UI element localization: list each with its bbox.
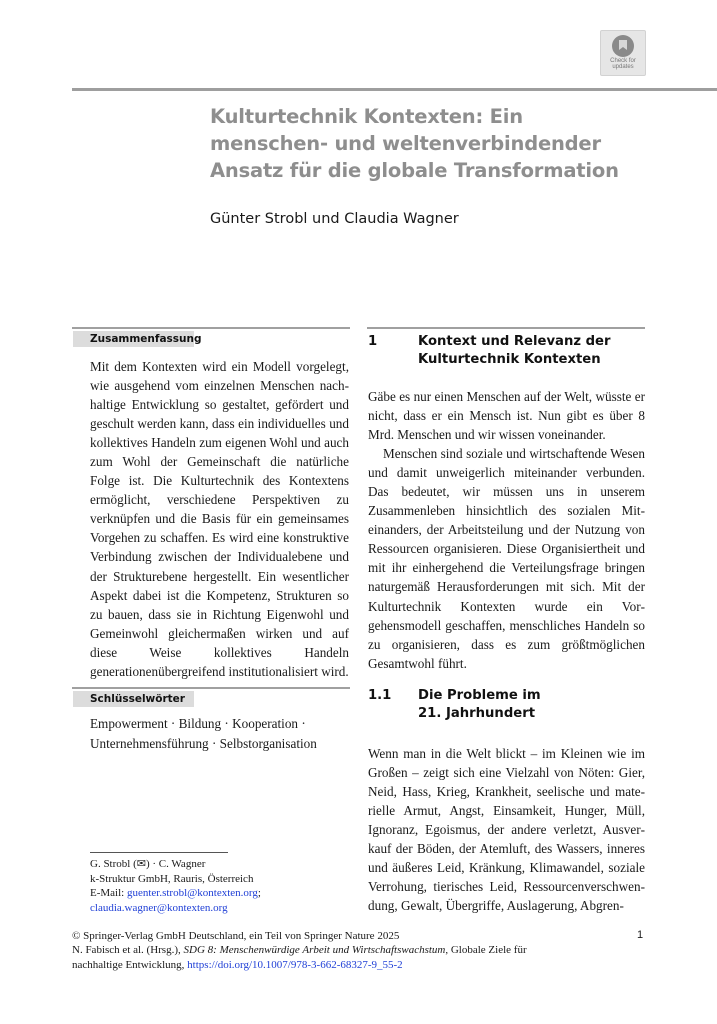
keywords-line: Empowerment · Bildung · Kooperation · (90, 716, 306, 731)
keywords-label: Schlüsselwörter (73, 691, 194, 707)
title-line: Ansatz für die globale Transformation (210, 159, 619, 182)
paragraph: Gäbe es nur einen Menschen auf der Welt, wüsste er nicht, dass er ein Mensch ist. Nun gibt es über 8 Mrd. Menschen und wir wissen voneinander. (368, 389, 645, 443)
affiliation-email: E-Mail: guenter.strobl@kontexten.org; (90, 887, 261, 899)
section-rule (367, 327, 645, 329)
keywords-rule (72, 687, 350, 689)
page-footer: © Springer-Verlag GmbH Deutschland, ein Teil von Springer Nature 2025 N. Fabisch et al. (Hrsg.), SDG 8: Menschenwürdige Arbeit und Wirtschaftswachstum, Globale Ziele für nachhaltige Entwicklung, https://doi.org/10.1007/978-3-662-68327-9_55-2 (72, 929, 652, 972)
title-line: Kulturtechnik Kontexten: Ein (210, 105, 523, 128)
affiliation-authors: G. Strobl (✉) · C. Wagner (90, 858, 206, 870)
check-updates-line2: updates (612, 64, 634, 70)
section-title: Die Probleme im 21. Jahrhundert (418, 688, 541, 721)
email-link-strobl[interactable]: guenter.strobl@kontexten.org (126, 887, 258, 899)
page-number: 1 (637, 929, 644, 941)
author-affiliation (90, 857, 261, 915)
section-1-1-body (368, 744, 645, 915)
section-number: 1.1 (368, 688, 392, 703)
keywords-line: Unternehmensführung · Selbstorganisation (90, 735, 317, 751)
bookmark-badge-icon (612, 35, 634, 57)
check-for-updates-badge[interactable] (600, 30, 646, 76)
mail-icon: ✉ (136, 858, 146, 870)
chapter-title (210, 103, 630, 184)
email-link-wagner[interactable]: claudia.wagner@kontexten.org (90, 901, 228, 914)
header-rule (72, 88, 717, 91)
paragraph: Menschen sind soziale und wirtschaftende Wesen und damit unweigerlich miteinander verbunden. Das bedeutet, wir müssen uns in unserem Zusammenleben hinsichtlich des sozialen Miteinanders, der Arbeitsteilung und der Nutzung von Ressourcen organisieren. Diese Organisiertheit und mit ihr einhergehend die Verteilungsfrage bringen naturgemäß Herausforderungen mit sich. Mit der Kulturtechnik Kontexten wurde ein Vorgehensmodell geschaffen, menschliches Handeln so zu organisieren, dass es zum größtmöglichen Gesamtwohl führt. (368, 446, 645, 671)
keywords-list (90, 714, 350, 753)
copyright: © Springer-Verlag GmbH Deutschland, ein Teil von Springer Nature 2025 (72, 930, 400, 942)
doi-link[interactable]: https://doi.org/10.1007/978-3-662-68327-9_55-2 (187, 958, 403, 971)
footnote-rule (90, 852, 228, 853)
title-line: menschen- und weltenverbindender (210, 132, 601, 155)
abstract-label: Zusammenfassung (73, 331, 194, 347)
section-number: 1 (368, 334, 378, 349)
citation: N. Fabisch et al. (Hrsg.), SDG 8: Menschenwürdige Arbeit und Wirtschaftswachstum, Globale Ziele für (72, 944, 527, 957)
paragraph: Wenn man in die Welt blickt – im Kleinen wie im Großen – zeigt sich eine Vielzahl von Nöten: Gier, Neid, Hass, Krieg, Krankheit, seelische und materielle Armut, Angst, Einsamkeit, Hunger, Müll, Ignoranz, Egoismus, der andere verletzt, Ausverkauf der Böden, der Atemluft, des Wassers, inneres und äußeres Leid, Kränkung, Klimawandel, soziale Verrohung, tierisches Leid, Ressourcenverschwendung, Gewalt, Übergriffe, Auslagerung, Abgren- (368, 746, 645, 914)
affiliation-org: k-Struktur GmbH, Rauris, Österreich (90, 872, 254, 885)
check-updates-line1: Check for (610, 58, 636, 64)
section-1-body (368, 387, 645, 673)
abstract-text: Mit dem Kontexten wird ein Modell vorgelegt, wie ausgehend vom einzelnen Menschen nachhaltige Entwicklung so gestaltet, gefördert und geschult werden kann, dass ein individuelles und kollektives Handeln zum eigenen Wohl und auch zum Wohl der Gemeinschaft die natürliche Folge ist. Die Kulturtechnik des Kontextens ermöglicht, verschiedene Perspektiven zu verknüpfen und die Basis für ein gemeinsames Vorgehen zu schaffen. Es wird eine konstruktive Verbindung zwischen der Individualebene und der Strukturebene hergestellt. Ein wesentlicher Aspekt dabei ist die Kompetenz, Strukturen so zu bauen, dass sie in Richtung Eigenwohl und Gemeinwohl gleichermaßen wirken und auf diese Weise kollektives Handeln generationenübergreifend institutionalisiert wird. (90, 359, 349, 679)
author-names: Günter Strobl und Claudia Wagner (210, 211, 459, 227)
section-title: Kontext und Relevanz der Kulturtechnik Kontexten (418, 334, 611, 367)
abstract-rule (72, 327, 350, 329)
